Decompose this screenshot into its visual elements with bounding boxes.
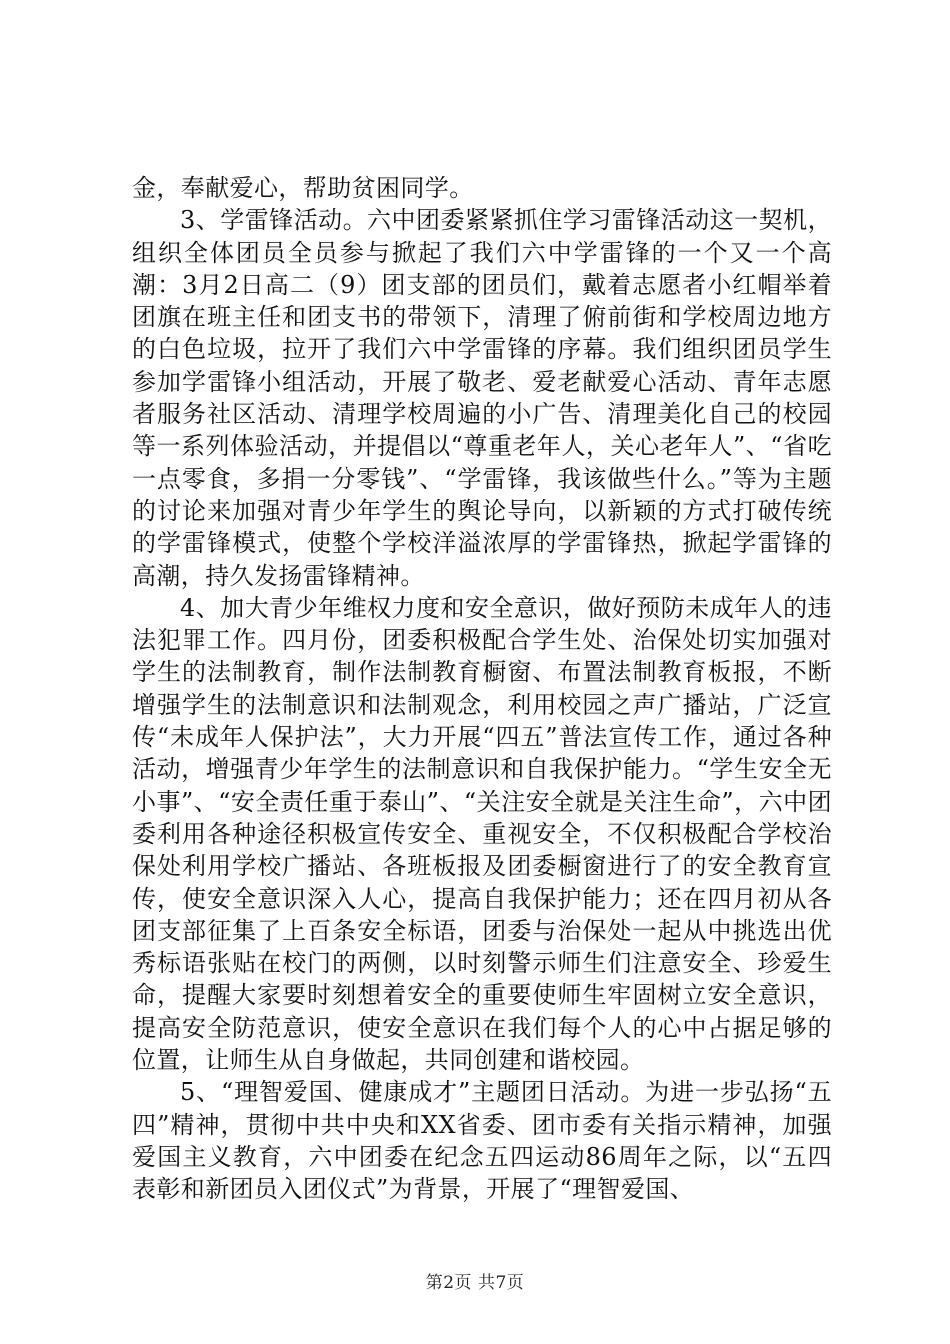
paragraph-continuation: 金，奉献爱心，帮助贫困同学。 — [132, 174, 474, 202]
paragraph-item-5: 5、“理智爱国、健康成才”主题团日活动。为进一步弘扬“五四”精神，贯彻中共中央和XX省委、团市委有关指示精神，加强爱国主义教育，六中团委在纪念五四运动86周年之际，以“五四表彰和新团员入团仪式”为背景，开展了“理智爱国、 — [132, 1078, 832, 1204]
paragraph-item-4: 4、加大青少年维权力度和安全意识，做好预防未成年人的违法犯罪工作。四月份，团委积极配合学生处、治保处切实加强对学生的法制教育，制作法制教育橱窗、布置法制教育板报，不断增强学生的法制意识和法制观念，利用校园之声广播站，广泛宣传“未成年人保护法”，大力开展“四五”普法宣传工作，通过各种活动，增强青少年学生的法制意识和自我保护能力。“学生安全无小事”、“安全责任重于泰山”、“关注安全就是关注生命”，六中团委利用各种途径积极宣传安全、重视安全，不仅积极配合学校治保处利用学校广播站、各班板报及团委橱窗进行了的安全教育宣传，使安全意识深入人心，提高自我保护能力；还在四月初从各团支部征集了上百条安全标语，团委与治保处一起从中挑选出优秀标语张贴在校门的两侧，以时刻警示师生们注意安全、珍爱生命，提醒大家要时刻想着安全的重要使师生牢固树立安全意识，提高安全防范意识，使安全意识在我们每个人的心中占据足够的位置，让师生从自身做起，共同创建和谐校园。 — [132, 593, 832, 1075]
document-body — [132, 172, 832, 1206]
page-number: 第2页 共7页 — [425, 1273, 525, 1293]
paragraph-item-3: 3、学雷锋活动。六中团委紧紧抓住学习雷锋活动这一契机，组织全体团员全员参与掀起了我们六中学雷锋的一个又一个高潮：3月2日高二（9）团支部的团员们，戴着志愿者小红帽举着团旗在班主任和团支书的带领下，清理了俯前街和学校周边地方的白色垃圾，拉开了我们六中学雷锋的序幕。我们组织团员学生参加学雷锋小组活动，开展了敬老、爱老献爱心活动、青年志愿者服务社区活动、清理学校周遍的小广告、清理美化自己的校园等一系列体验活动，并提倡以“尊重老年人，关心老年人”、“省吃一点零食，多捐一分零钱”、“学雷锋，我该做些什么。”等为主题的讨论来加强对青少年学生的舆论导向，以新颖的方式打破传统的学雷锋模式，使整个学校洋溢浓厚的学雷锋热，掀起学雷锋的高潮，持久发扬雷锋精神。 — [132, 206, 832, 590]
